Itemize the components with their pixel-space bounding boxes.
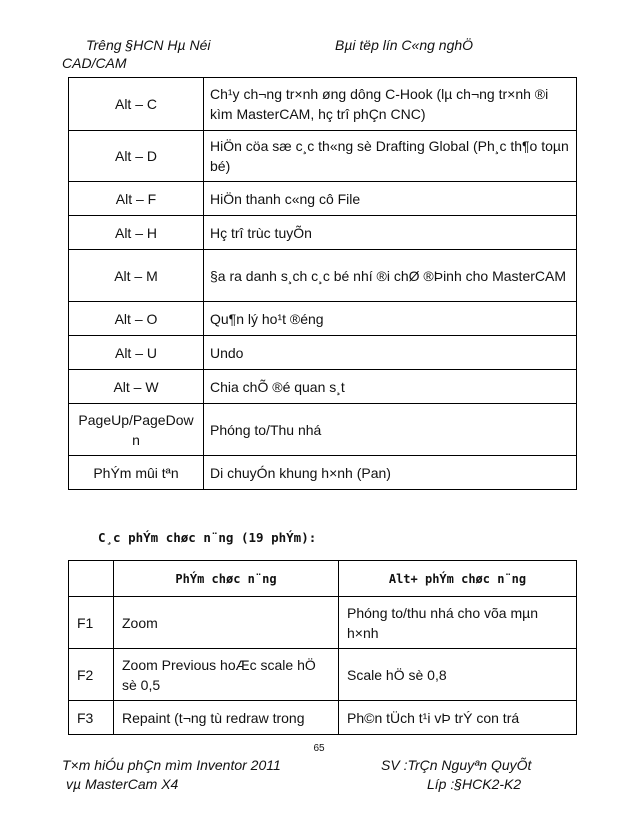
shortcut-desc: Qu¶n lý ho¹t ®éng [204,302,577,336]
shortcut-desc: HiÖn thanh c«ng cô File [204,182,577,216]
table-header-row [69,561,577,597]
shortcut-key: PhÝm mûi tªn [69,456,204,490]
shortcut-desc: HiÖn cöa sæ c¸c th«ng sè Drafting Global (Ph¸c th¶o toµn bé) [204,131,577,182]
fkey-alt-cell: Phóng to/thu nhá cho võa mµn h×nh [339,597,577,649]
table-row [69,216,577,250]
fkey-alt-cell: Scale hÖ sè 0,8 [339,649,577,701]
shortcut-desc: Phóng to/Thu nhá [204,404,577,456]
header-author: Bµi tëp lín C«ng nghÖ [335,37,474,53]
table-row [69,404,577,456]
table-row [69,250,577,302]
function-key-table [68,560,577,735]
footer-left-line1: T×m hiÓu phÇn mìm Inventor 2011 [62,757,281,773]
fkey-alt-cell: Ph©n tÜch t¹i vÞ trÝ con trá [339,701,577,735]
table-row [69,131,577,182]
shortcut-key: Alt – H [69,216,204,250]
table-row [69,302,577,336]
shortcut-key: Alt – U [69,336,204,370]
shortcut-key: Alt – C [69,78,204,131]
shortcut-desc: Ch¹y ch¬ng tr×nh øng dông C-Hook (lµ ch¬ng tr×nh ®i kìm MasterCAM, hç trî phÇn CNC) [204,78,577,131]
shortcut-key: Alt – M [69,250,204,302]
fkey-cell: F1 [69,597,114,649]
shortcut-desc: Hç trî trùc tuyÕn [204,216,577,250]
footer-right-line1: SV :TrÇn Nguyªn QuyÕt [381,757,532,773]
page-number: 65 [313,743,325,754]
shortcut-key: PageUp/PageDown [69,404,204,456]
shortcut-key: Alt – D [69,131,204,182]
shortcut-key: Alt – W [69,370,204,404]
table-row [69,456,577,490]
column-header: Alt+ phÝm chøc n¨ng [339,561,577,597]
shortcut-key: Alt – F [69,182,204,216]
fkey-name-cell: Zoom [114,597,339,649]
header-dept: CAD/CAM [62,55,127,71]
footer-left-line2: vµ MasterCam X4 [66,776,179,792]
shortcut-desc: Undo [204,336,577,370]
shortcut-desc: §a ra danh s¸ch c¸c bé nhí ®i chØ ®Þinh cho MasterCAM [204,250,577,302]
fkey-cell: F2 [69,649,114,701]
header-blank-cell [69,561,114,597]
shortcut-key: Alt – O [69,302,204,336]
header-school: Trêng §HCN Hµ Néi [86,37,211,53]
shortcut-table [68,77,577,490]
table-row [69,649,577,701]
table-row [69,370,577,404]
footer-right-line2: Líp :§HCK2-K2 [427,776,522,792]
table-row [69,78,577,131]
shortcut-desc: Chia chÕ ®é quan s¸t [204,370,577,404]
section-heading: C¸c phÝm chøc n¨ng (19 phÝm): [98,530,317,545]
column-header: PhÝm chøc n¨ng [114,561,339,597]
table-row [69,701,577,735]
table-row [69,597,577,649]
table-row [69,336,577,370]
fkey-name-cell: Zoom Previous hoÆc scale hÖ sè 0,5 [114,649,339,701]
fkey-cell: F3 [69,701,114,735]
fkey-name-cell: Repaint (t¬ng tù redraw trong [114,701,339,735]
shortcut-desc: Di chuyÓn khung h×nh (Pan) [204,456,577,490]
table-row [69,182,577,216]
